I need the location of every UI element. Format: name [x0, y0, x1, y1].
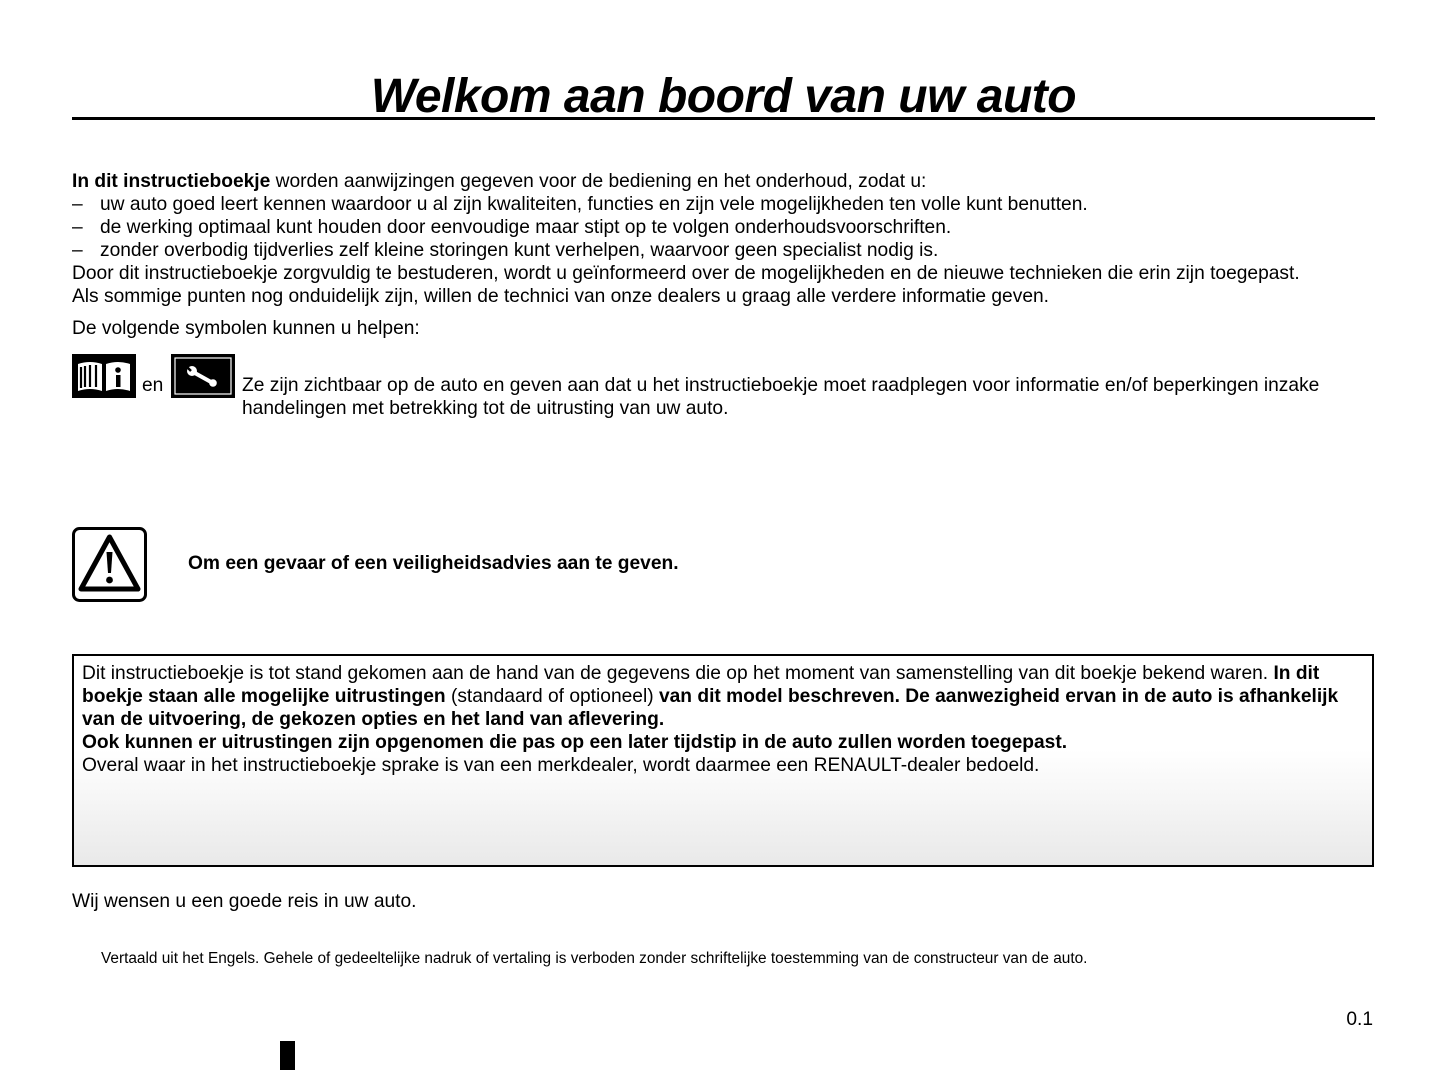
wrench-icon — [171, 354, 235, 398]
intro-bullet — [72, 193, 1382, 216]
info-text-3: Overal waar in het instructieboekje sprake is van een merkdealer, wordt daarmee een RENAULT-dealer bedoeld. — [82, 755, 1040, 776]
intro-bullet — [72, 239, 1382, 262]
intro-study-line: Door dit instructieboekje zorgvuldig te bestuderen, wordt u geïnformeerd over de mogelijkheden en de nieuwe technieken die erin zijn toegepast. — [72, 263, 1300, 284]
helpers-line: De volgende symbolen kunnen u helpen: — [72, 318, 420, 339]
info-bold-1: In dit boekje staan alle mogelijke uitrustingen — [82, 663, 1320, 707]
intro-section — [72, 170, 1382, 308]
title-rule — [72, 66, 1375, 123]
bullet-dash: – — [72, 240, 83, 261]
warning-text: Om een gevaar of een veiligheidsadvies aan te geven. — [188, 553, 679, 574]
bullet-dash: – — [72, 194, 83, 215]
bullet-text: uw auto goed leert kennen waardoor u al zijn kwaliteiten, functies en zijn vele mogelijkheden ten volle kunt benutten. — [100, 194, 1088, 215]
info-bold-3: Ook kunnen er uitrustingen zijn opgenomen die pas op een later tijdstip in de auto zullen worden toegepast. — [82, 732, 1068, 753]
symbols-row — [72, 354, 1382, 424]
intro-lead-rest: worden aanwijzingen gegeven voor de bediening en het onderhoud, zodat u: — [270, 171, 927, 192]
intro-bullet — [72, 216, 1382, 239]
info-text-1: Dit instructieboekje is tot stand gekomen aan de hand van de gegevens die op het moment van samenstelling van dit boekje bekend waren. — [82, 663, 1274, 684]
legal-notice: Vertaald uit het Engels. Gehele of gedeeltelijke nadruk of vertaling is verboden zonder schriftelijke toestemming van de constructeur van de auto. — [101, 950, 1088, 967]
intro-lead-bold: In dit instructieboekje — [72, 171, 271, 192]
info-text-2: (standaard of optioneel) — [445, 686, 659, 707]
page-number: 0.1 — [1346, 1009, 1373, 1030]
bullet-dash: – — [72, 217, 83, 238]
info-box-text — [82, 662, 1366, 777]
page-title: Welkom aan boord van uw auto — [370, 70, 1077, 123]
book-info-icon — [72, 354, 136, 398]
closing-wish: Wij wensen u een goede reis in uw auto. — [72, 891, 417, 912]
symbols-connector: en — [142, 375, 164, 396]
info-box — [72, 654, 1374, 867]
intro-lead — [72, 170, 1382, 193]
bullet-text: de werking optimaal kunt houden door eenvoudige maar stipt op te volgen onderhoudsvoorschriften. — [100, 217, 952, 238]
page-edge-marker — [280, 1041, 295, 1070]
intro-dealers-line: Als sommige punten nog onduidelijk zijn, willen de technici van onze dealers u graag alle verdere informatie geven. — [72, 286, 1049, 307]
symbols-description: Ze zijn zichtbaar op de auto en geven aan dat u het instructieboekje moet raadplegen voor informatie en/of beperkingen inzake handelingen met betrekking tot de uitrusting van uw auto. — [242, 375, 1320, 419]
bullet-text: zonder overbodig tijdverlies zelf kleine storingen kunt verhelpen, waarvoor geen specialist nodig is. — [100, 240, 939, 261]
info-bold-2: van dit model beschreven. De aanwezigheid ervan in de auto is afhankelijk van de uitvoering, de gekozen opties en het land van aflevering. — [82, 686, 1339, 730]
warning-triangle-icon — [72, 527, 147, 602]
